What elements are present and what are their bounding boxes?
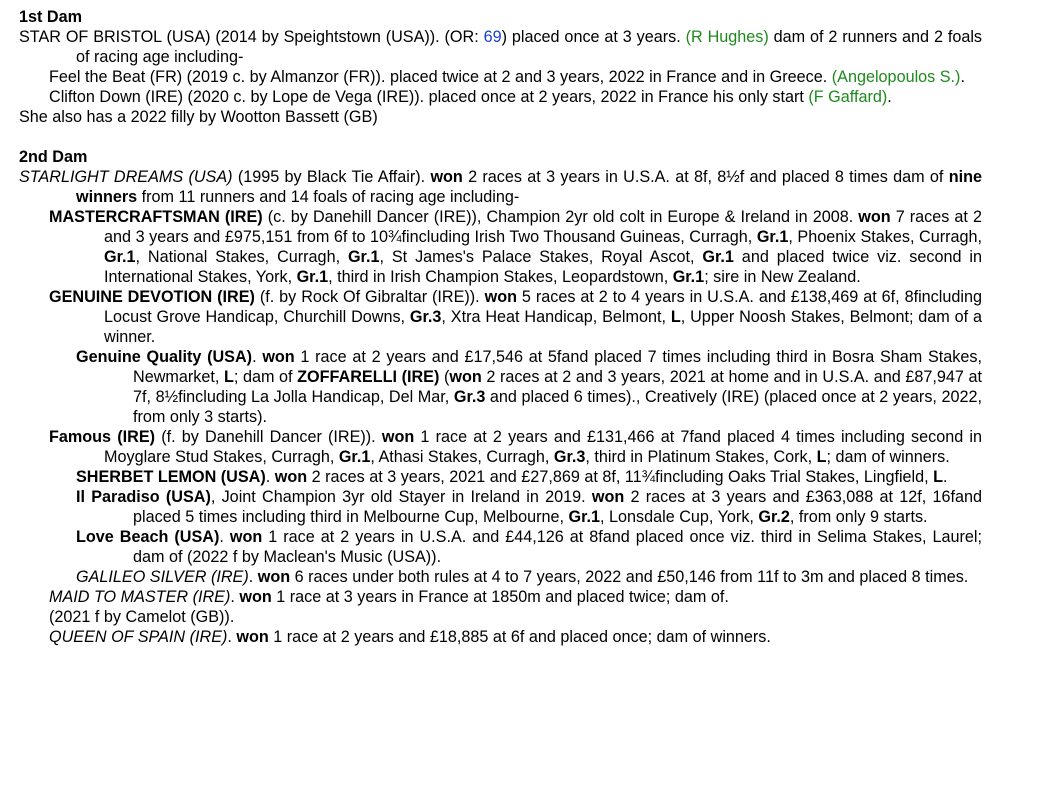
second-dam-entry bbox=[19, 167, 982, 207]
produce-entry bbox=[49, 587, 982, 627]
horse-name: Famous (IRE) bbox=[49, 428, 156, 446]
entry-text: 2 races at 3 years and £363,088 at 12f, 16fand placed 5 times including third in Melbourne Cup, Melbourne, bbox=[133, 488, 982, 526]
won-label: won bbox=[257, 568, 291, 586]
entry-text: 6 races under both rules at 4 to 7 years, 2022 and £50,146 from 11f to 3m and placed 8 times. bbox=[290, 568, 969, 586]
foal-text: Clifton Down (IRE) (2020 c. by Lope de Vega (IRE)). placed once at 2 years, 2022 in France his only start bbox=[49, 88, 809, 106]
first-dam-text: dam of 2 runners and 2 foals of racing age including- bbox=[76, 28, 983, 66]
entry-text: 1 race at 3 years in France at 1850m and placed twice; dam of. bbox=[271, 588, 729, 606]
produce-entry bbox=[76, 347, 982, 427]
produce-entry bbox=[49, 287, 982, 347]
first-dam-entry bbox=[19, 27, 982, 67]
grade-label: Gr.1 bbox=[347, 248, 380, 266]
entry-text: , third in Platinum Stakes, Cork, bbox=[585, 448, 817, 466]
owner-link[interactable]: (F Gaffard) bbox=[808, 88, 888, 106]
grade-label: Gr.1 bbox=[672, 268, 705, 286]
second-dam-heading: 2nd Dam bbox=[19, 148, 88, 166]
foal-text-end: . bbox=[960, 68, 965, 86]
grade-label: Gr.1 bbox=[702, 248, 734, 266]
entry-text: (c. by Danehill Dancer (IRE)), Champion 2yr old colt in Europe & Ireland in 2008. bbox=[262, 208, 859, 226]
also-has-line: She also has a 2022 filly by Wootton Bassett (GB) bbox=[19, 108, 378, 126]
horse-name: Genuine Quality (USA) bbox=[76, 348, 253, 366]
section-spacer bbox=[19, 127, 982, 147]
horse-name: GALILEO SILVER (IRE) bbox=[76, 568, 249, 586]
entry-text: 2 races at 3 years in U.S.A. at 8f, 8½f and placed 8 times dam of bbox=[462, 168, 949, 186]
listed-label: L bbox=[933, 468, 944, 486]
entry-text: , Lonsdale Cup, York, bbox=[600, 508, 759, 526]
entry-text: . bbox=[265, 468, 275, 486]
entry-text: 2 races at 3 years, 2021 and £27,869 at 8f, 11¾fincluding Oaks Trial Stakes, Lingfield, bbox=[307, 468, 934, 486]
horse-name: ZOFFARELLI (IRE) bbox=[297, 368, 440, 386]
entry-text: 5 races at 2 to 4 years in U.S.A. and £138,469 at 6f, 8fincluding Locust Grove Handicap, Churchill Downs, bbox=[104, 288, 982, 326]
foal-entry bbox=[49, 87, 982, 107]
grade-label: Gr.1 bbox=[338, 448, 371, 466]
entry-text: , from only 9 starts. bbox=[789, 508, 928, 526]
horse-name: Il Paradiso (USA) bbox=[76, 488, 211, 506]
entry-text: . bbox=[219, 528, 230, 546]
horse-name: MASTERCRAFTSMAN (IRE) bbox=[49, 208, 263, 226]
won-label: won bbox=[262, 348, 295, 366]
entry-text: , St James's Palace Stakes, Royal Ascot, bbox=[379, 248, 703, 266]
entry-text: from 11 runners and 14 foals of racing age including- bbox=[137, 188, 520, 206]
entry-text: . bbox=[227, 628, 237, 646]
entry-text: . bbox=[252, 348, 263, 366]
entry-text: 1 race at 2 years and £17,546 at 5fand placed 7 times including third in Bosra Sham Stakes, Newmarket, bbox=[133, 348, 982, 386]
entry-text: ( bbox=[439, 368, 450, 386]
produce-entry bbox=[76, 467, 982, 487]
foal-entry bbox=[49, 67, 982, 87]
won-label: won bbox=[858, 208, 891, 226]
grade-label: Gr.1 bbox=[104, 248, 136, 266]
official-rating-link[interactable]: 69 bbox=[483, 28, 502, 46]
horse-name: GENUINE DEVOTION (IRE) bbox=[49, 288, 255, 306]
grade-label: Gr.3 bbox=[453, 388, 486, 406]
won-label: won bbox=[449, 368, 482, 386]
entry-text: ; dam of winners. bbox=[826, 448, 950, 466]
entry-text: 1 race at 2 years in U.S.A. and £44,126 at 8fand placed once viz. third in Selima Stakes, Laurel; dam of (2022 f by Maclean's Music (USA)). bbox=[133, 528, 982, 566]
horse-name: QUEEN OF SPAIN (IRE) bbox=[49, 628, 228, 646]
produce-entry bbox=[76, 567, 982, 587]
owner-link[interactable]: (Angelopoulos S.) bbox=[831, 68, 961, 86]
foal-text-end: . bbox=[887, 88, 892, 106]
entry-text: ; sire in New Zealand. bbox=[704, 268, 861, 286]
horse-name: STARLIGHT DREAMS (USA) bbox=[19, 168, 233, 186]
entry-text: , Phoenix Stakes, Curragh, bbox=[788, 228, 982, 246]
listed-label: L bbox=[816, 448, 827, 466]
first-dam-heading: 1st Dam bbox=[19, 8, 82, 26]
horse-name: SHERBET LEMON (USA) bbox=[76, 468, 266, 486]
produce-entry bbox=[49, 427, 982, 467]
grade-label: Gr.1 bbox=[568, 508, 601, 526]
entry-text: 2 races at 2 and 3 years, 2021 at home and in U.S.A. and £87,947 at 7f, 8½fincluding La Jolla Handicap, Del Mar, bbox=[133, 368, 982, 406]
entry-text: . bbox=[248, 568, 258, 586]
entry-text: and placed 6 times)., Creatively (IRE) (placed once at 2 years, 2022, from only 3 starts). bbox=[133, 388, 982, 426]
first-dam-text: STAR OF BRISTOL (USA) (2014 by Speightstown (USA)). (OR: bbox=[19, 28, 484, 46]
horse-name: Love Beach (USA) bbox=[76, 528, 220, 546]
horse-name: MAID TO MASTER (IRE) bbox=[49, 588, 231, 606]
entry-text: (1995 by Black Tie Affair). bbox=[232, 168, 431, 186]
grade-label: Gr.1 bbox=[756, 228, 789, 246]
entry-text: 1 race at 2 years and £131,466 at 7fand placed 4 times including second in Moyglare Stud Stakes, Curragh, bbox=[104, 428, 982, 466]
entry-text: and placed twice viz. second in International Stakes, York, bbox=[104, 248, 982, 286]
entry-text: , Athasi Stakes, Curragh, bbox=[370, 448, 554, 466]
entry-text: (f. by Rock Of Gibraltar (IRE)). bbox=[254, 288, 485, 306]
owner-link[interactable]: (R Hughes) bbox=[685, 28, 769, 46]
foal-text: Feel the Beat (FR) (2019 c. by Almanzor (FR)). placed twice at 2 and 3 years, 2022 in France and in Greece. bbox=[49, 68, 832, 86]
entry-text: , Upper Noosh Stakes, Belmont; dam of a winner. bbox=[104, 308, 983, 346]
listed-label: L bbox=[670, 308, 681, 326]
entry-text: . bbox=[230, 588, 240, 606]
won-label: won bbox=[236, 628, 269, 646]
grade-label: Gr.2 bbox=[758, 508, 790, 526]
entry-text: , Joint Champion 3yr old Stayer in Ireland in 2019. bbox=[210, 488, 592, 506]
won-label: won bbox=[484, 288, 517, 306]
won-label: won bbox=[274, 468, 308, 486]
won-label: won bbox=[591, 488, 625, 506]
grade-label: Gr.3 bbox=[553, 448, 586, 466]
entry-text: 1 race at 2 years and £18,885 at 6f and placed once; dam of winners. bbox=[268, 628, 771, 646]
listed-label: L bbox=[223, 368, 234, 386]
entry-text: . bbox=[943, 468, 948, 486]
entry-text: , Xtra Heat Handicap, Belmont, bbox=[441, 308, 671, 326]
won-label: won bbox=[430, 168, 463, 186]
first-dam-text: ) placed once at 3 years. bbox=[501, 28, 686, 46]
entry-text: (2021 f by Camelot (GB)). bbox=[49, 608, 235, 626]
grade-label: Gr.3 bbox=[409, 308, 442, 326]
entry-text: ; dam of bbox=[233, 368, 298, 386]
produce-entry bbox=[76, 527, 982, 567]
entry-text: 7 races at 2 and 3 years and £975,151 from 6f to 10¾fincluding Irish Two Thousand Guineas, Curragh, bbox=[104, 208, 982, 246]
produce-entry bbox=[76, 487, 982, 527]
won-label: won bbox=[381, 428, 415, 446]
entry-text: , third in Irish Champion Stakes, Leopardstown, bbox=[328, 268, 673, 286]
entry-text: , National Stakes, Curragh, bbox=[135, 248, 348, 266]
produce-entry bbox=[49, 627, 982, 647]
produce-entry bbox=[49, 207, 982, 287]
grade-label: Gr.1 bbox=[296, 268, 329, 286]
entry-text: (f. by Danehill Dancer (IRE)). bbox=[155, 428, 382, 446]
won-label: won bbox=[239, 588, 272, 606]
winners-count: nine winners bbox=[76, 168, 982, 206]
won-label: won bbox=[229, 528, 263, 546]
